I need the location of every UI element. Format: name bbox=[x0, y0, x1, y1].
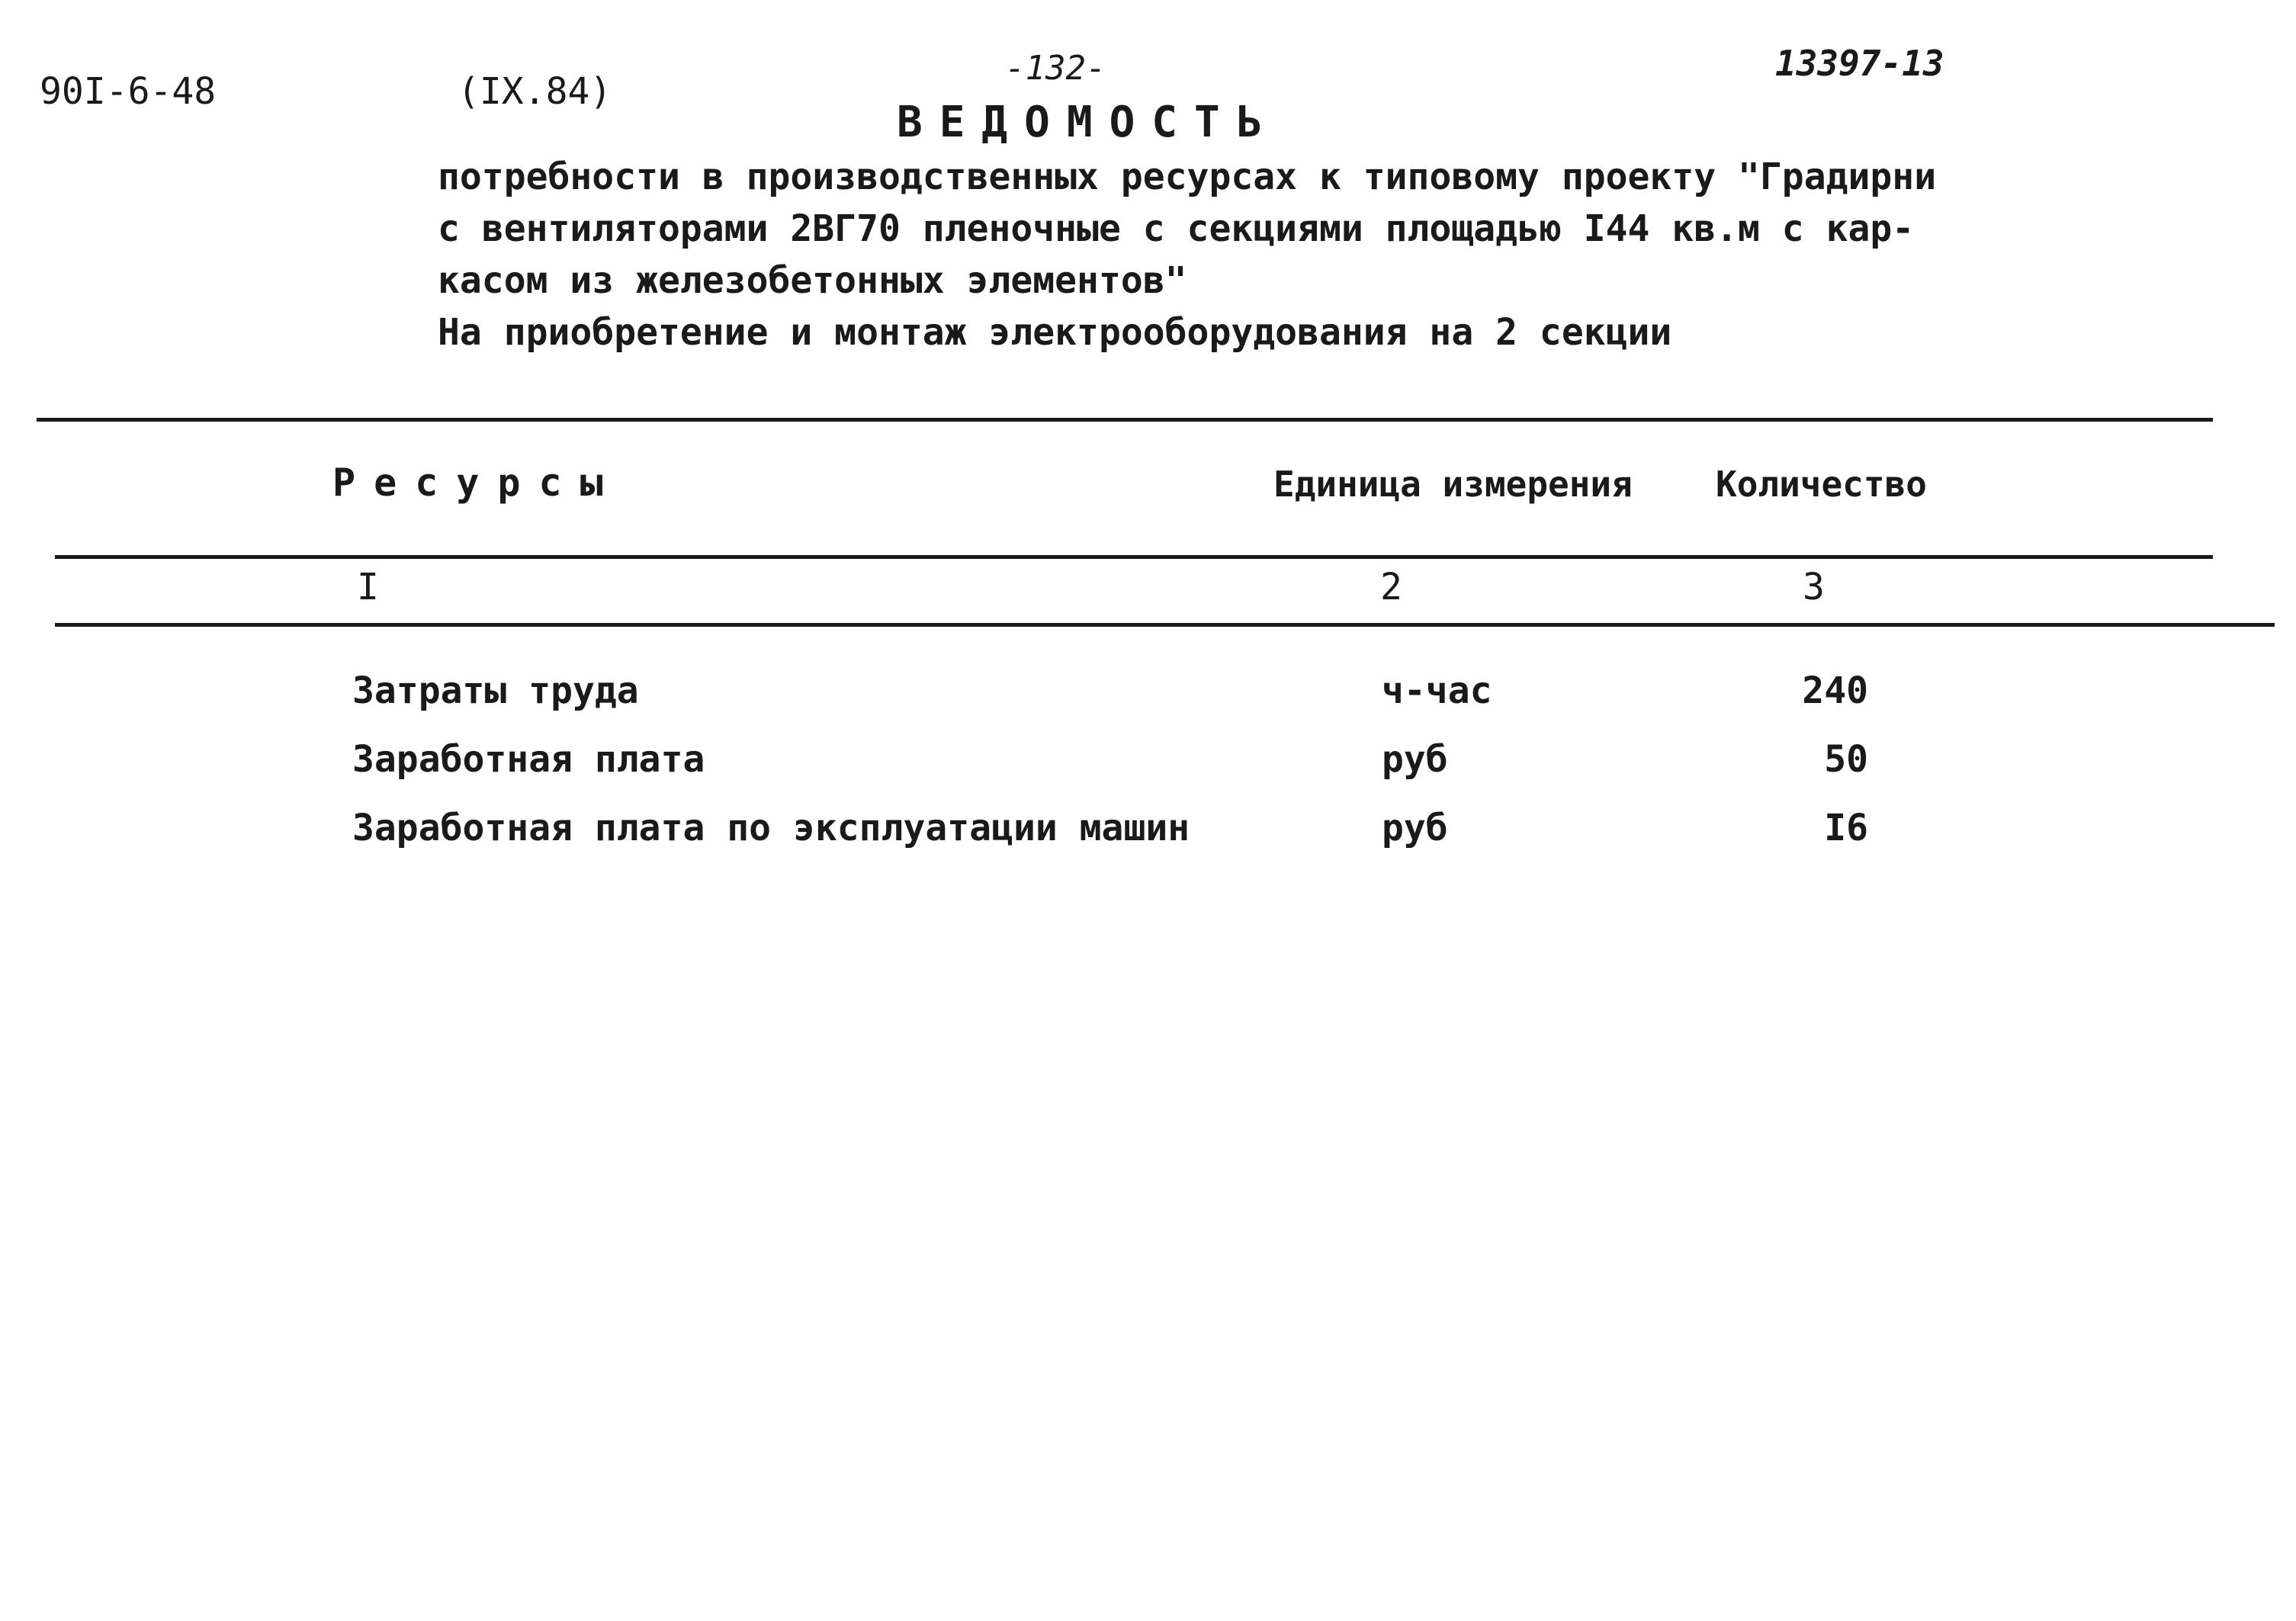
row-resource-name: Заработная плата bbox=[352, 738, 705, 781]
document-title: ВЕДОМОСТЬ bbox=[897, 98, 1280, 147]
table-row bbox=[0, 807, 2296, 860]
row-unit: руб bbox=[1382, 807, 1448, 849]
page-number: -132- bbox=[1005, 49, 1106, 88]
column-number-1: I bbox=[357, 566, 379, 608]
subtitle-line: касом из железобетонных элементов" bbox=[438, 259, 1187, 302]
column-header-quantity: Количество bbox=[1716, 464, 1927, 505]
row-quantity: 240 bbox=[1802, 669, 1868, 712]
column-number-divider-rule bbox=[55, 623, 2275, 627]
subtitle-purpose: На приобретение и монтаж электрооборудования на 2 секции bbox=[438, 311, 1672, 354]
document-code: 90I-6-48 bbox=[40, 70, 217, 113]
column-number-2: 2 bbox=[1380, 566, 1402, 608]
column-header-resources: Ресурсы bbox=[332, 461, 621, 505]
row-unit: руб bbox=[1382, 738, 1448, 781]
header-divider-rule bbox=[55, 555, 2213, 559]
table-row bbox=[0, 669, 2296, 723]
date-code: (IX.84) bbox=[458, 70, 612, 113]
row-unit: ч-час bbox=[1382, 669, 1492, 712]
row-resource-name: Затраты труда bbox=[352, 669, 639, 712]
column-header-unit: Единица измерения bbox=[1273, 464, 1633, 505]
table-row bbox=[0, 738, 2296, 791]
column-number-3: 3 bbox=[1803, 566, 1825, 608]
table-top-rule bbox=[37, 418, 2213, 422]
archive-number: 13397-13 bbox=[1775, 43, 1944, 84]
row-quantity: I6 bbox=[1824, 807, 1868, 849]
row-resource-name: Заработная плата по эксплуатации машин bbox=[352, 807, 1190, 849]
document-subtitle bbox=[438, 151, 1936, 358]
row-quantity: 50 bbox=[1824, 738, 1868, 781]
subtitle-line: с вентиляторами 2ВГ70 пленочные с секциями площадью I44 кв.м с кар- bbox=[438, 207, 1915, 250]
subtitle-line: потребности в производственных ресурсах к типовому проекту "Градирни bbox=[438, 156, 1937, 198]
